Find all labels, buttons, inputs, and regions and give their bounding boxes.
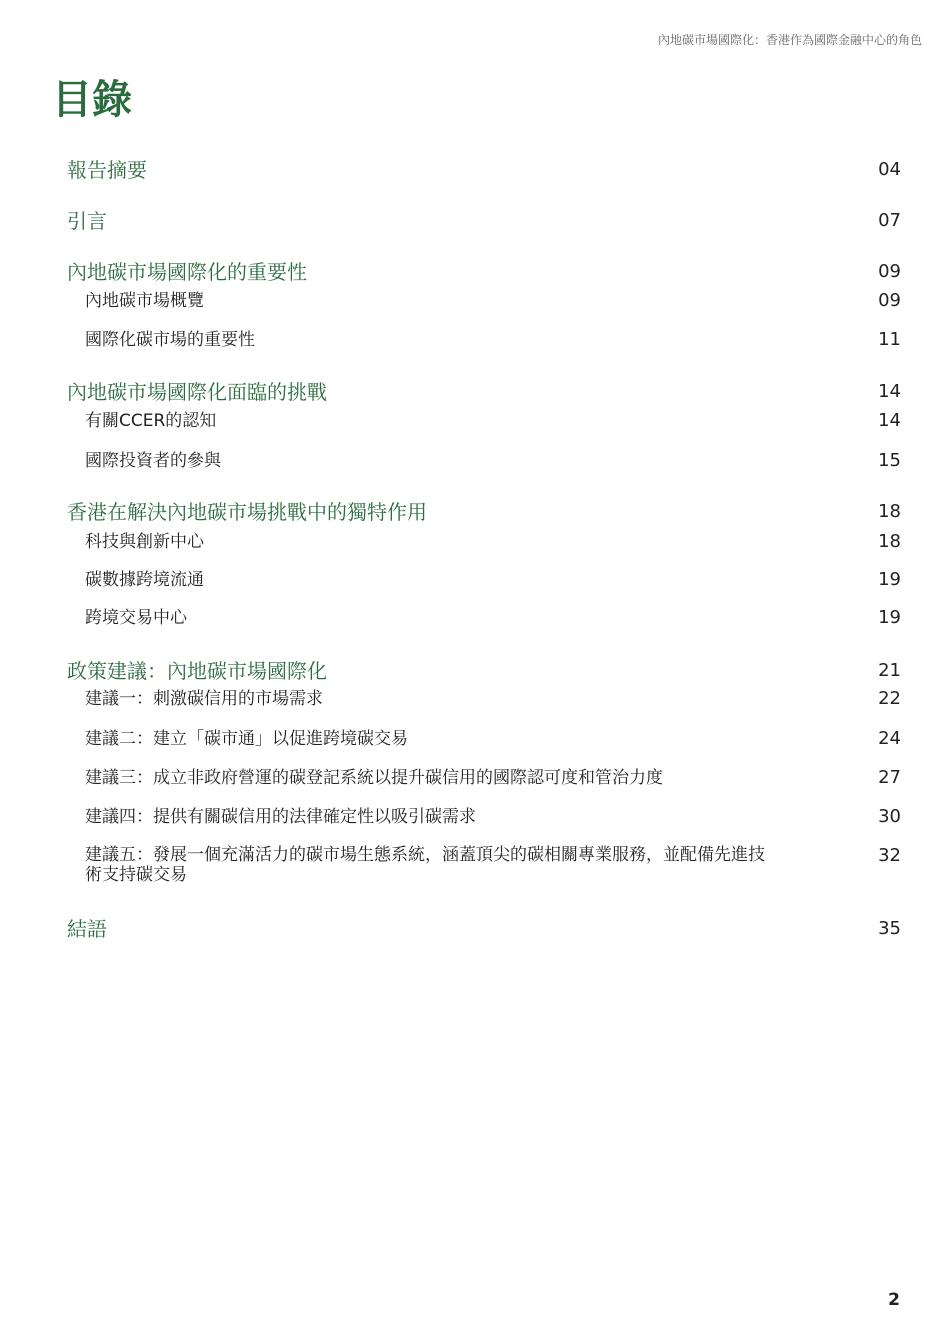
toc-page-number: 04	[878, 159, 901, 180]
toc-page-number: 18	[878, 531, 901, 552]
toc-page-number: 35	[878, 918, 901, 939]
toc-section-importance[interactable]	[67, 259, 901, 285]
toc-subsection-label: 跨境交易中心	[85, 608, 187, 628]
toc-subsection-recommendation-4[interactable]	[85, 806, 901, 828]
toc-section-label: 內地碳市場國際化的重要性	[67, 260, 307, 284]
toc-section-policy-recommendations[interactable]	[67, 658, 901, 684]
toc-page-number: 22	[878, 688, 901, 709]
toc-page-number: 18	[878, 501, 901, 522]
toc-page-number: 19	[878, 569, 901, 590]
toc-subsection-recommendation-3[interactable]	[85, 767, 901, 789]
toc-subsection-market-overview[interactable]	[85, 290, 901, 312]
toc-subsection-recommendation-1[interactable]	[85, 688, 901, 710]
toc-subsection-label: 國際投資者的參與	[85, 451, 221, 471]
toc-subsection-international-investors[interactable]	[85, 450, 901, 472]
toc-subsection-label: 建議二：建立「碳市通」以促進跨境碳交易	[85, 729, 408, 749]
toc-subsection-label: 有關CCER的認知	[85, 411, 217, 431]
running-header: 內地碳市場國際化：香港作為國際金融中心的角色	[657, 33, 922, 47]
page-title: 目錄	[52, 77, 132, 123]
toc-page-number: 21	[878, 660, 901, 681]
toc-subsection-cross-border-trading[interactable]	[85, 607, 901, 629]
toc-page-number: 30	[878, 806, 901, 827]
toc-subsection-ccer-awareness[interactable]	[85, 410, 901, 432]
toc-section-label: 引言	[67, 209, 107, 233]
toc-subsection-label: 內地碳市場概覽	[85, 291, 204, 311]
toc-subsection-carbon-data-flow[interactable]	[85, 569, 901, 591]
toc-section-label: 政策建議：內地碳市場國際化	[67, 659, 327, 683]
toc-page-number: 15	[878, 450, 901, 471]
toc-section-challenges[interactable]	[67, 379, 901, 405]
toc-page-number: 19	[878, 607, 901, 628]
toc-subsection-label: 科技與創新中心	[85, 532, 204, 552]
toc-subsection-label: 建議四：提供有關碳信用的法律確定性以吸引碳需求	[85, 807, 476, 827]
toc-page-number: 07	[878, 210, 901, 231]
toc-section-label: 報告摘要	[67, 158, 147, 182]
toc-page-number: 11	[878, 329, 901, 350]
toc-subsection-label: 建議三：成立非政府營運的碳登記系統以提升碳信用的國際認可度和管治力度	[85, 768, 663, 788]
toc-section-conclusion[interactable]	[67, 916, 901, 942]
toc-page-number: 14	[878, 381, 901, 402]
toc-subsection-recommendation-2[interactable]	[85, 728, 901, 750]
toc-section-executive-summary[interactable]	[67, 157, 901, 183]
toc-section-label: 香港在解決內地碳市場挑戰中的獨特作用	[67, 500, 427, 524]
toc-page-number: 32	[878, 845, 901, 866]
footer-page-number: 2	[888, 1290, 900, 1310]
toc-page-number: 14	[878, 410, 901, 431]
toc-subsection-label: 建議一：刺激碳信用的市場需求	[85, 689, 323, 709]
toc-subsection-label: 碳數據跨境流通	[85, 570, 204, 590]
toc-page-number: 09	[878, 261, 901, 282]
toc-subsection-label: 建議五：發展一個充滿活力的碳市場生態系統，涵蓋頂尖的碳相關專業服務，並配備先進技術支持碳交易	[85, 845, 765, 885]
toc-page-number: 24	[878, 728, 901, 749]
toc-subsection-internationalization-importance[interactable]	[85, 329, 901, 351]
toc-section-label: 結語	[67, 917, 107, 941]
toc-section-introduction[interactable]	[67, 208, 901, 234]
toc-page-number: 09	[878, 290, 901, 311]
toc-subsection-tech-innovation[interactable]	[85, 531, 901, 553]
toc-subsection-label: 國際化碳市場的重要性	[85, 330, 255, 350]
toc-page-number: 27	[878, 767, 901, 788]
toc-section-label: 內地碳市場國際化面臨的挑戰	[67, 380, 327, 404]
toc-section-hong-kong-role[interactable]	[67, 499, 901, 525]
toc-subsection-recommendation-5[interactable]	[85, 845, 901, 885]
